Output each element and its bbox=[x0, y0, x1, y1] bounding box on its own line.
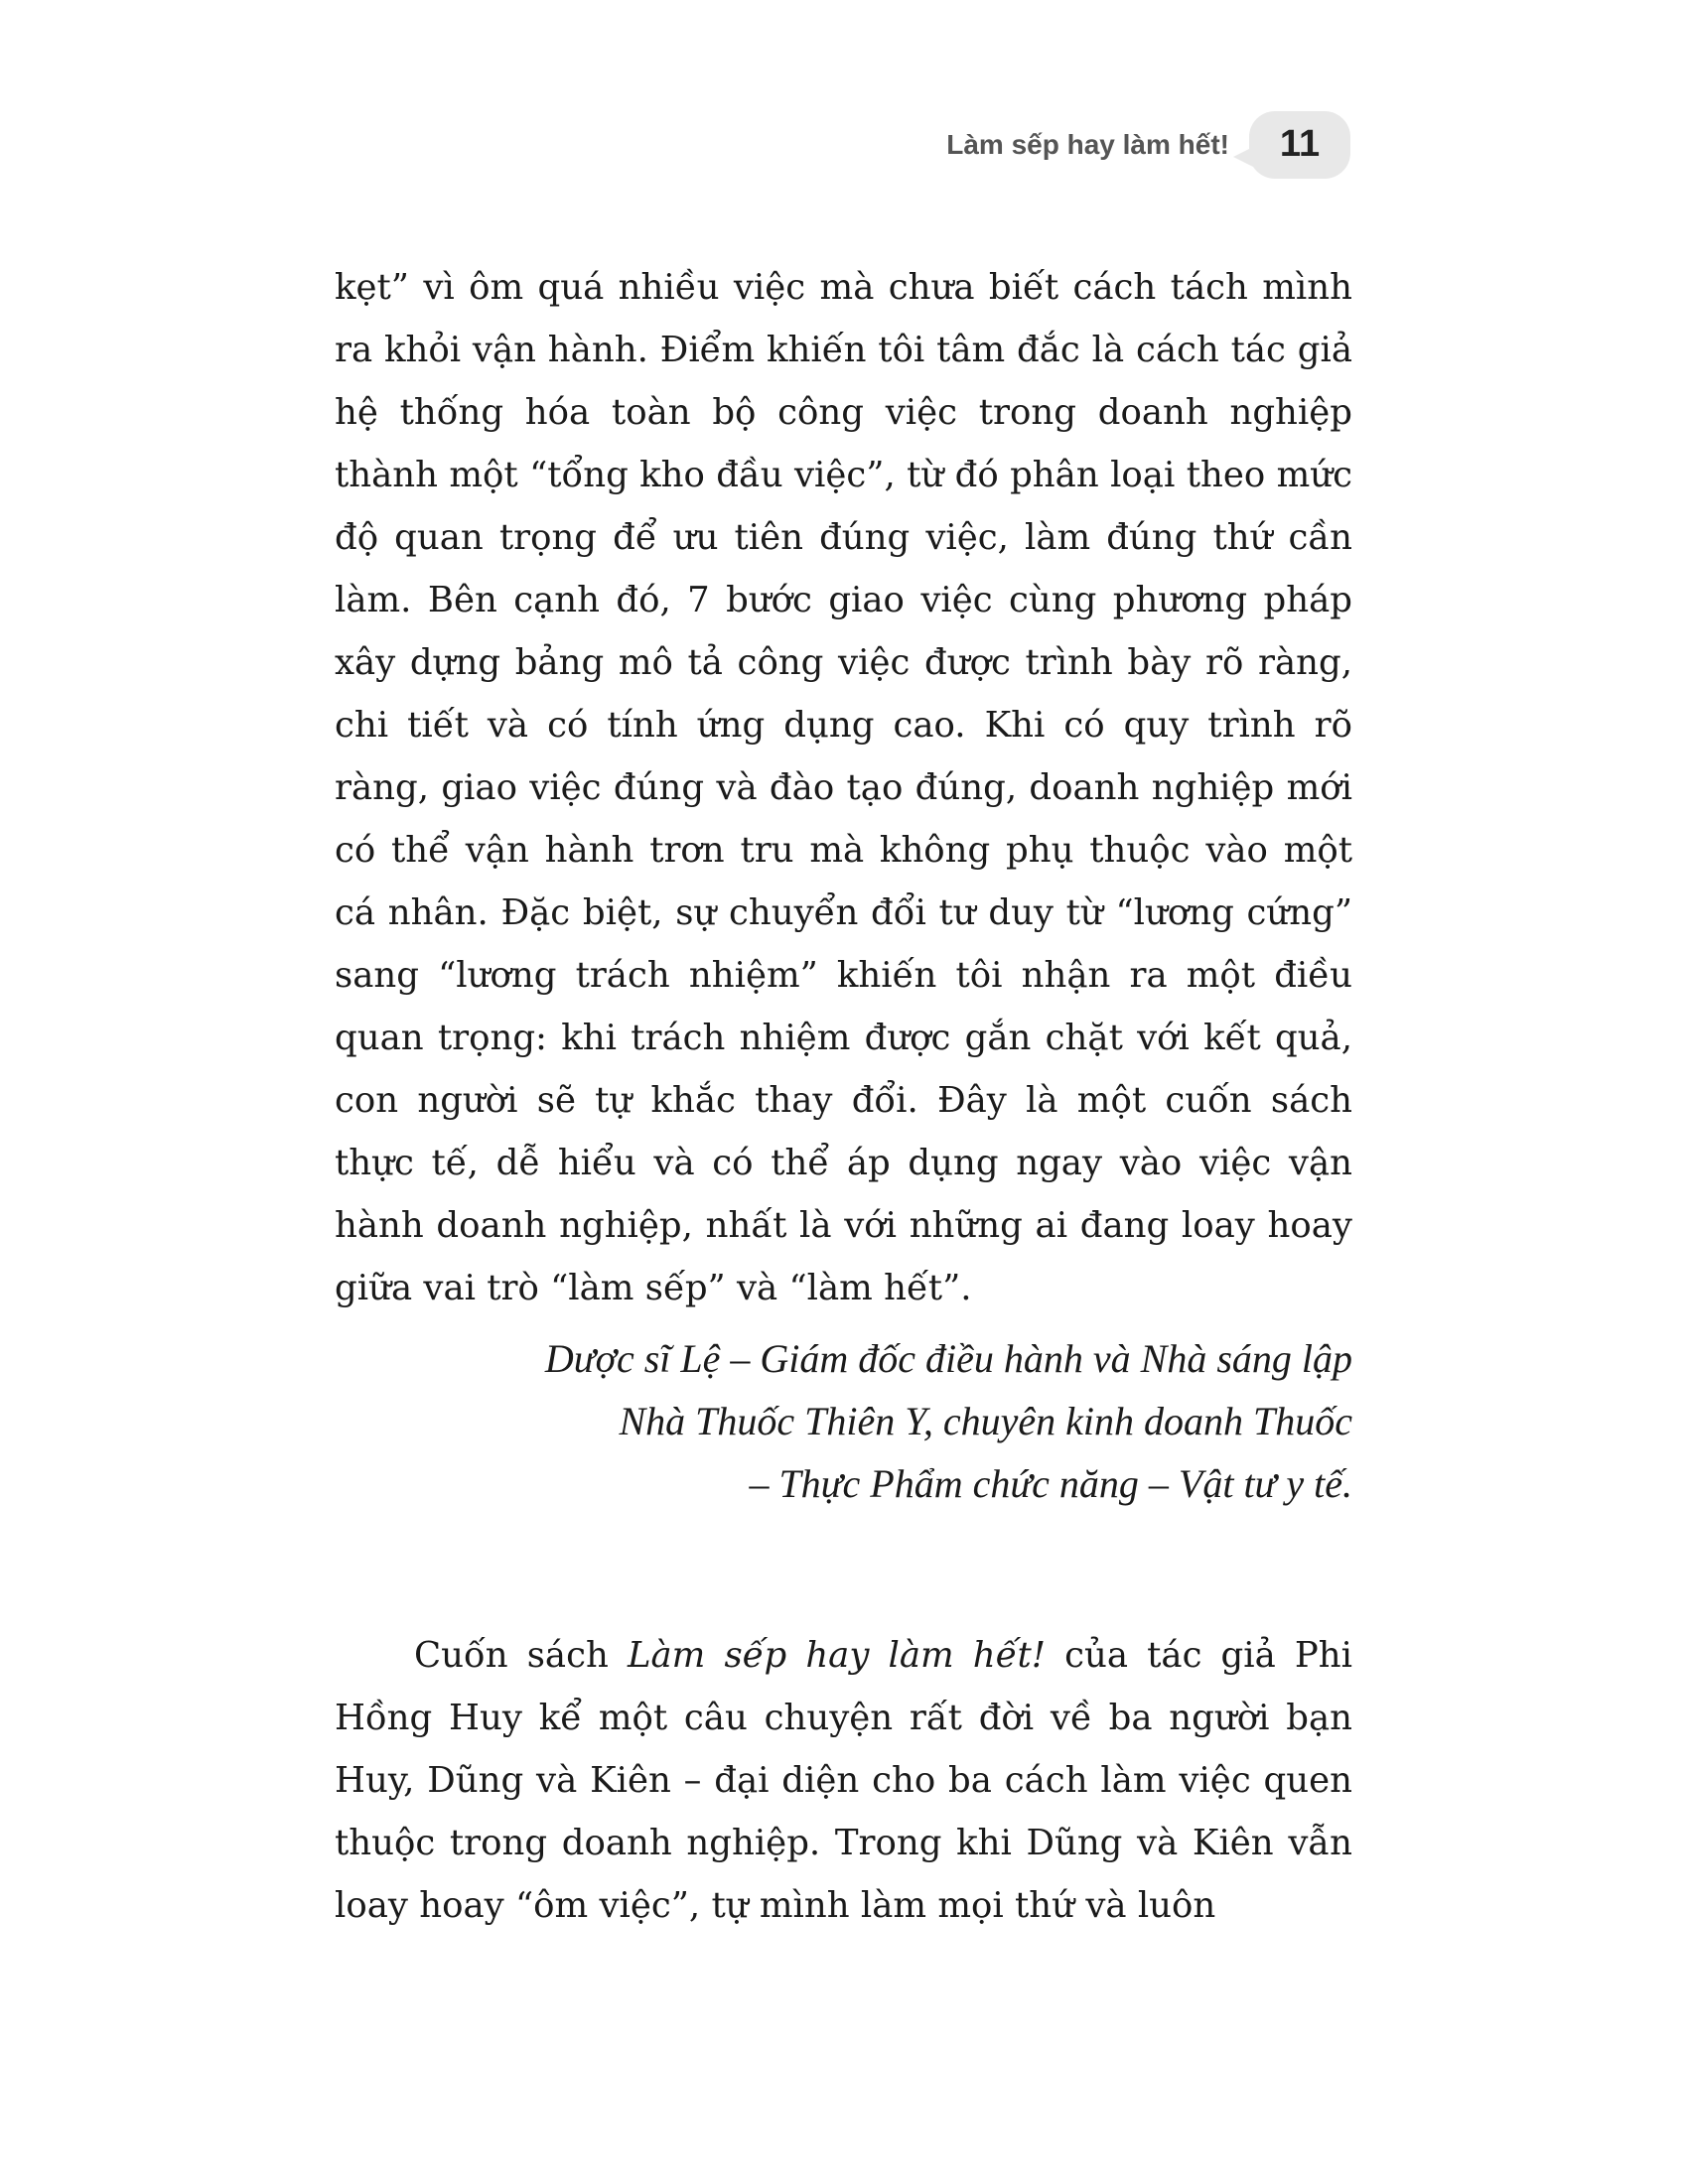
page-header bbox=[933, 111, 1350, 187]
body-paragraph-2 bbox=[335, 1624, 1352, 1937]
testimonial-signature bbox=[335, 1327, 1352, 1515]
body-paragraph-1: kẹt” vì ôm quá nhiều việc mà chưa biết cách tách mình ra khỏi vận hành. Điểm khiến tôi tâm đắc là cách tác giả hệ thống hóa toàn bộ công việc trong doanh nghiệp thành một “tổng kho đầu việc”, từ đó phân loại theo mức độ quan trọng để ưu tiên đúng việc, làm đúng thứ cần làm. Bên cạnh đó, 7 bước giao việc cùng phương pháp xây dựng bảng mô tả công việc được trình bày rõ ràng, chi tiết và có tính ứng dụng cao. Khi có quy trình rõ ràng, giao việc đúng và đào tạo đúng, doanh nghiệp mới có thể vận hành trơn tru mà không phụ thuộc vào một cá nhân. Đặc biệt, sự chuyển đổi tư duy từ “lương cứng” sang “lương trách nhiệm” khiến tôi nhận ra một điều quan trọng: khi trách nhiệm được gắn chặt với kết quả, con người sẽ tự khắc thay đổi. Đây là một cuốn sách thực tế, dễ hiểu và có thể áp dụng ngay vào việc vận hành doanh nghiệp, nhất là với những ai đang loay hoay giữa vai trò “làm sếp” và “làm hết”. bbox=[335, 267, 1352, 1308]
signature-line-1: Dược sĩ Lệ – Giám đốc điều hành và Nhà sáng lập bbox=[544, 1336, 1352, 1381]
page-body bbox=[335, 256, 1352, 1937]
book-title: Làm sếp hay làm hết! bbox=[627, 1635, 1047, 1676]
paragraph-2-rest: của tác giả Phi Hồng Huy kể một câu chuyện rất đời về ba người bạn Huy, Dũng và Kiên – đại diện cho ba cách làm việc quen thuộc trong doanh nghiệp. Trong khi Dũng và Kiên vẫn loay hoay “ôm việc”, tự mình làm mọi thứ và luôn bbox=[335, 1635, 1352, 1926]
page-number: 11 bbox=[1279, 123, 1321, 165]
signature-line-3: – Thực Phẩm chức năng – Vật tư y tế. bbox=[749, 1461, 1352, 1506]
signature-line-2: Nhà Thuốc Thiên Y, chuyên kinh doanh Thuốc bbox=[619, 1399, 1352, 1443]
paragraph-2-lead: Cuốn sách bbox=[414, 1635, 628, 1676]
page-number-badge bbox=[1249, 111, 1350, 179]
running-title: Làm sếp hay làm hết! bbox=[946, 129, 1229, 160]
